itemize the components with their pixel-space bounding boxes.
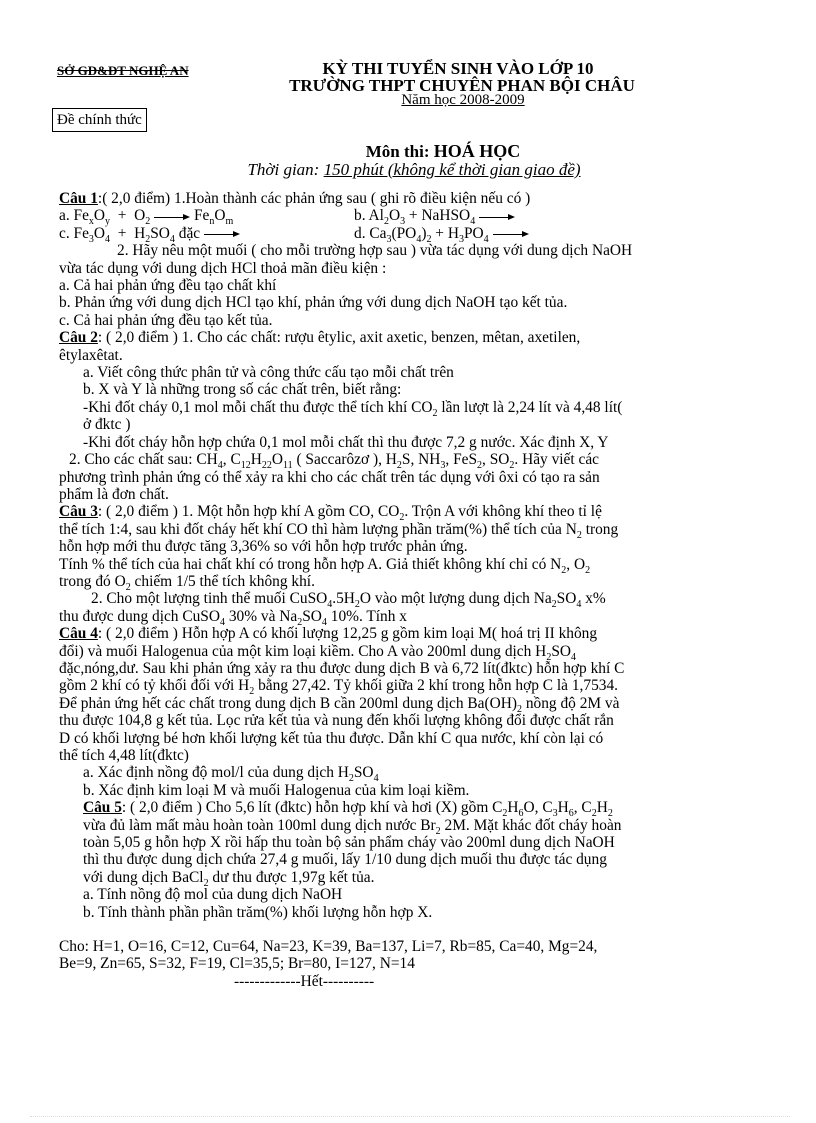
q5-line4: thì thu được dung dịch chứa 27,4 g muối, lấy 1/10 dung dịch muối thu được tác dụng [83, 851, 607, 869]
time-line [0, 160, 816, 180]
q4-l5-tail: nồng độ 2M và [521, 694, 620, 712]
q3-intro-tail: . Trộn A với không khí theo tỉ lệ [404, 503, 602, 521]
q3-line5: trong đó $O_2$ chiếm 1/5 thể tích không khí. [59, 572, 315, 594]
q4-l5-text: Để phản ứng hết các chất trong dung dịch B cần 200ml dung dịch Ba(OH) [59, 694, 517, 712]
q2-p2-text: 2. Cho các chất sau: CH [69, 451, 218, 469]
q1-reaction-a: a. $Fe_xO_y + O_2$ $Fe_nO_m$ [59, 207, 234, 228]
q4-item-b: b. Xác định kim loại M và muối Halogenua của kim loại kiềm. [83, 781, 470, 799]
subject-line [0, 141, 816, 162]
q5-l5-tail: dư thu được 1,97g kết tủa. [208, 868, 375, 886]
q4-line3: đặc,nóng,dư. Sau khi phản ứng xảy ra thu được dung dịch B và 6,72 lít(đktc) hỗn hợp khí C [59, 659, 625, 677]
official-exam-box: Đề chính thức [52, 108, 147, 132]
subject-label: Môn thi: [365, 142, 430, 161]
q3-line3: hỗn hợp mới thu được tăng 3,36% so với hỗn hợp trước phản ứng. [59, 538, 468, 556]
time-prefix: Thời gian: [247, 160, 320, 179]
q3-l5-tail: chiếm 1/5 thể tích không khí. [130, 572, 315, 590]
q3-intro-text: : ( 2,0 điểm ) 1. Một hỗn hợp khí A gồm CO, CO [97, 503, 400, 521]
q1-reaction-d: d. $Ca_3(PO_4)_2 + H_3PO_4$ [354, 224, 489, 245]
q4-line7: D có khối lượng bé hơn khối lượng kết tủa thu được. Dẫn khí C qua nước, khí còn lại có [59, 729, 604, 747]
q3-p2b-end: 10%. Tính x [326, 607, 407, 625]
q4-item-a: a. Xác định nồng độ mol/l của dung dịch $H_2SO_4$ [83, 764, 379, 785]
q1-reaction-c: c. $Fe_3O_4 + H_2SO_4$ đặc [59, 224, 204, 245]
time-value: 150 phút (không kể thời gian giao đề) [323, 160, 581, 179]
q5-l5-text: với dung dịch BaCl [83, 868, 204, 886]
q5-item-a: a. Tính nồng độ mol của dung dịch NaOH [83, 886, 343, 904]
q2-intro-text: : ( 2,0 điểm ) 1. Cho các chất: rượu êtylic, axit axetic, benzen, mêtan, axetilen, [97, 329, 581, 347]
q1-a-label: a. Fe [59, 207, 89, 225]
q4-line4: gồm 2 khí có tỷ khối đối với $H_2$ bằng 27,42. Tỷ khối giữa 2 khí trong hỗn hợp C là 1,7534. [59, 677, 619, 698]
q5-head: Câu 5 [83, 799, 122, 817]
q1-item-b: b. Phản ứng với dung dịch HCl tạo khí, phản ứng với dung dịch NaOH tạo kết tủa. [59, 294, 568, 312]
q4-line1 [59, 625, 759, 642]
q4-line5: Để phản ứng hết các chất trong dung dịch B cần 200ml dung dịch $Ba(OH)_2$ nồng độ 2M và [59, 694, 620, 715]
q4-a-text: a. Xác định nồng độ mol/l của dung dịch H [83, 764, 349, 782]
q4-l2-text: đổi) và muối Halogenua của một kim loại kiềm. Cho A vào 200ml dung dịch H [59, 642, 547, 660]
subject-name: HOÁ HỌC [433, 141, 521, 161]
atomic-masses-line1: Cho: H=1, O=16, C=12, Cu=64, Na=23, K=39, Ba=137, Li=7, Rb=85, Ca=40, Mg=24, [59, 938, 598, 956]
q2-part2-cont2: phẩm là đơn chất. [59, 485, 169, 503]
q2-intro [59, 329, 759, 346]
q3-line2: thể tích 1:4, sau khi đốt cháy hết khí CO thì hàm lượng phần trăm(%) thể tích của $N_2$ trong [59, 520, 619, 541]
q5-l1-text: : ( 2,0 điểm ) Cho 5,6 lít (đktc) hỗn hợp khí và hơi (X) gồm C [121, 799, 503, 817]
q4-line6: thu được 104,8 g kết tủa. Lọc rửa kết tủa và nung đến khối lượng không đổi được chất rắn [59, 712, 614, 730]
q5-line2: vừa đủ làm mất màu hoàn toàn 100ml dung dịch nước $Br_2$ 2M. Mặt khác đốt cháy hoàn [83, 816, 622, 837]
q1-reactions-ab [59, 207, 759, 228]
q3-l5-text: trong đó O [59, 572, 126, 590]
q1-intro-text: :( 2,0 điểm) 1.Hoàn thành các phản ứng sau ( ghi rõ điều kiện nếu có ) [97, 190, 531, 207]
q1-intro [59, 190, 759, 207]
q5-item-b: b. Tính thành phần phần trăm(%) khối lượng hỗn hợp X. [83, 903, 433, 921]
q1-reactions-cd [59, 224, 759, 245]
q1-head: Câu 1 [59, 190, 98, 207]
q4-line8: thể tích 4,48 lít(đktc) [59, 747, 189, 764]
q3-line4: Tính % thể tích của hai chất khí có trong hỗn hợp A. Giả thiết không khí chỉ có $N_2$, $O_2$ [59, 555, 591, 576]
q3-p2-text: 2. Cho một lượng tinh thể muối CuSO [91, 590, 328, 608]
atomic-masses-line2: Be=9, Zn=65, S=32, F=19, Cl=35,5; Br=80, I=127, N=14 [59, 955, 415, 973]
q2-item-a: a. Viết công thức phân tử và công thức cấu tạo mỗi chất trên [83, 364, 454, 382]
q2-head: Câu 2 [59, 329, 98, 347]
q2-part2-cont: phương trình phản ứng có thể xảy ra khi cho các chất trên tác dụng với ôxi có tạo ra sản [59, 468, 600, 486]
q2-item-b: b. X và Y là những trong số các chất trên, biết rằng: [83, 381, 402, 399]
q1-part2-cont: vừa tác dụng với dung dịch HCl thoả mãn điều kiện : [59, 259, 387, 277]
q5-l2-tail: 2M. Mặt khác đốt cháy hoàn [440, 816, 622, 834]
q2-p2-mid: ( Saccarôzơ ), H [292, 451, 397, 469]
q3-p2-mid: O vào một lượng dung dịch Na [359, 590, 552, 608]
q4-head: Câu 4 [59, 625, 98, 643]
q5-line3: toàn 5,05 g hỗn hợp X rồi hấp thu toàn bộ sản phẩm cháy vào 200ml dung dịch NaOH [83, 834, 615, 852]
exam-title: KỲ THI TUYỂN SINH VÀO LỚP 10 [322, 59, 594, 78]
q1-part2: 2. Hãy nêu một muối ( cho mỗi trường hợp sau ) vừa tác dụng với dung dịch NaOH [117, 242, 633, 260]
q5-l2-text: vừa đủ làm mất màu hoàn toàn 100ml dung dịch nước Br [83, 816, 436, 834]
q3-intro: Câu 3: ( 2,0 điểm ) 1. Một hỗn hợp khí A gồm CO, $CO_2$. Trộn A với không khí theo tỉ lệ [59, 503, 602, 524]
q2-item-b-line2: -Khi đốt cháy 0,1 mol mỗi chất thu được thể tích khí $CO_2$ lần lượt là 2,24 lít và 4,48 lít( [83, 398, 623, 419]
q3-part2-cont: thu được dung dịch CuSO$_4$ 30% và $Na_2SO_4$ 10%. Tính x [59, 607, 407, 628]
q5-line5: với dung dịch BaCl$_2$ dư thu được 1,97g kết tủa. [83, 868, 375, 889]
q3-part2: 2. Cho một lượng tinh thể muối $CuSO_4.5H_2O$ vào một lượng dung dịch $Na_2SO_4$ x% [91, 590, 606, 611]
q4-l4-text: gồm 2 khí có tỷ khối đối với H [59, 677, 250, 695]
q4-l1-text: : ( 2,0 điểm ) Hỗn hợp A có khối lượng 12,25 g gồm kim loại M( hoá trị II không [97, 625, 598, 643]
q3-p2-end: x% [581, 590, 606, 608]
q2-item-b-line4: -Khi đốt cháy hỗn hợp chứa 0,1 mol mỗi chất thì thu được 7,2 g nước. Xác định X, Y [83, 433, 609, 451]
q2-b2-tail: lần lượt là 2,24 lít và 4,48 lít( [437, 398, 623, 416]
q3-p2b-text: thu được dung dịch CuSO [59, 607, 220, 625]
q3-l2-text: thể tích 1:4, sau khi đốt cháy hết khí CO thì hàm lượng phần trăm(%) thể tích của N [59, 520, 577, 538]
q3-l4-text: Tính % thể tích của hai chất khí có trong hỗn hợp A. Giả thiết không khí chỉ có N [59, 555, 562, 573]
q2-intro-cont: êtylaxêtat. [59, 346, 123, 364]
q1-item-c: c. Cả hai phản ứng đều tạo kết tủa. [59, 311, 273, 329]
department-label: SỞ GD&ĐT NGHỆ AN [57, 63, 189, 78]
q1-c-label: c. Fe [59, 224, 89, 242]
school-name: TRƯỜNG THPT CHUYÊN PHAN BỘI CHÂU [289, 76, 635, 95]
q2-part2: 2. Cho các chất sau: $CH_4$, $C_{12}H_{22}O_{11}$ ( Saccarôzơ ), $H_2S$, $NH_3$, FeS$_2$, $SO_2$. Hãy viết các [69, 451, 600, 472]
q3-p2b-mid: 30% và Na [224, 607, 298, 625]
q2-p2-end: . Hãy viết các [514, 451, 600, 469]
q1-item-a: a. Cả hai phản ứng đều tạo chất khí [59, 277, 277, 295]
exam-content [59, 190, 759, 990]
q2-b2-text: -Khi đốt cháy 0,1 mol mỗi chất thu được thể tích khí CO [83, 398, 433, 416]
q2-item-b-line3: ở đktc ) [83, 416, 131, 434]
end-marker: -------------Hết---------- [234, 972, 375, 990]
q4-line2: đổi) và muối Halogenua của một kim loại kiềm. Cho A vào 200ml dung dịch $H_2SO_4$ [59, 642, 576, 663]
page-bottom-rule [30, 1116, 790, 1117]
q3-head: Câu 3 [59, 503, 98, 521]
q4-l4-tail: bằng 27,42. Tỷ khối giữa 2 khí trong hỗn hợp C là 1,7534. [254, 677, 619, 695]
q3-l2-tail: trong [581, 520, 619, 538]
q5-line1: Câu 5: ( 2,0 điểm ) Cho 5,6 lít (đktc) hỗn hợp khí và hơi (X) gồm $C_2H_6O$, $C_3H_6$, $C_2H_2$ [83, 799, 613, 820]
school-year: Năm học 2008-2009 [401, 92, 525, 108]
q1-reaction-b: b. $Al_2O_3$ + NaHSO$_4$ [354, 207, 476, 228]
